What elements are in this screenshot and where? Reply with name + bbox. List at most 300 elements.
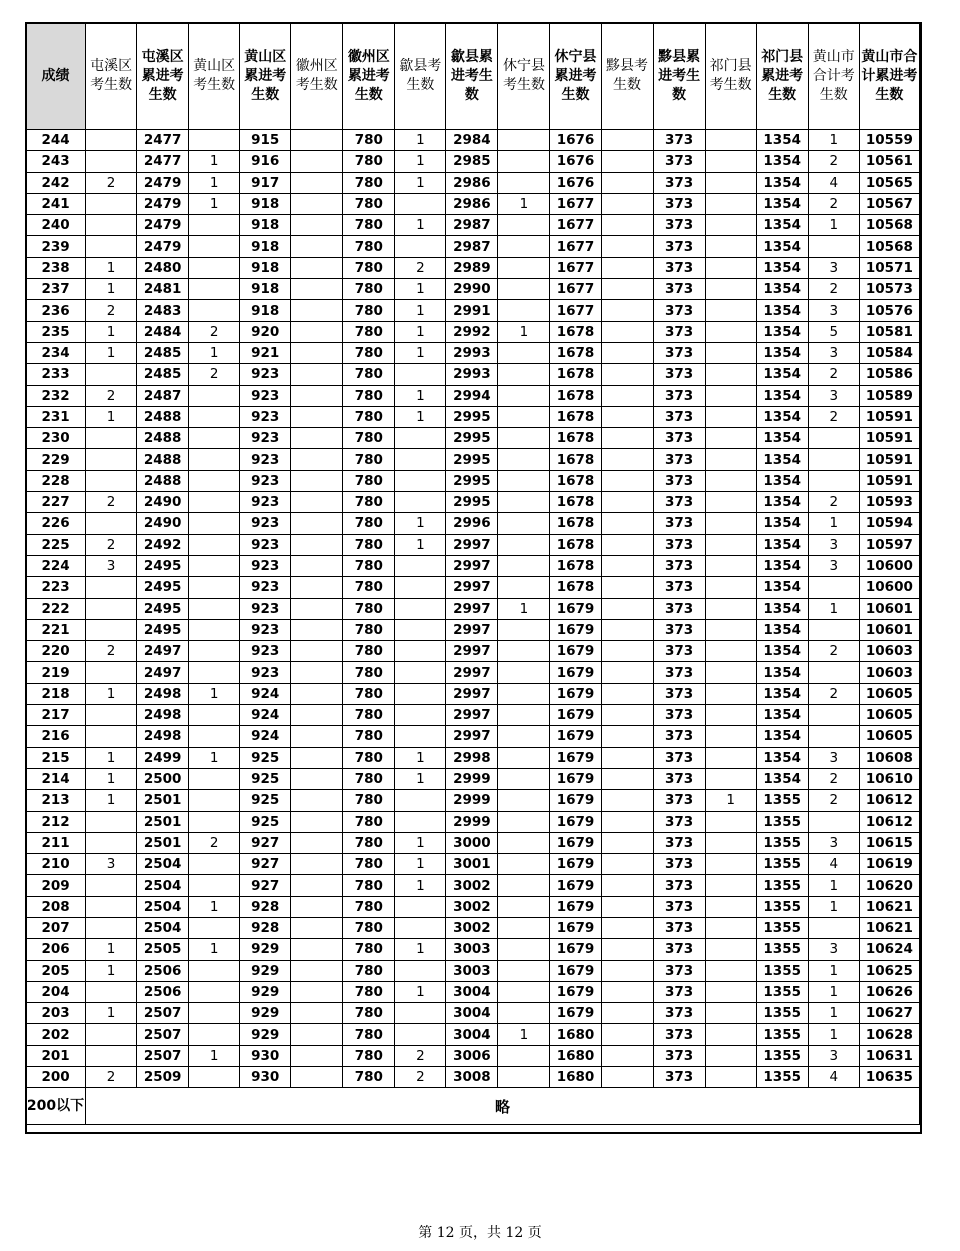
table-cell: 10565 [859,172,919,193]
table-cell: 1 [808,598,859,619]
table-row [26,321,920,342]
table-cell [601,321,653,342]
table-cell: 1679 [550,747,601,768]
table-cell: 780 [343,236,395,257]
table-cell: 927 [240,854,291,875]
score-cell: 244 [26,130,86,151]
table-cell: 2498 [137,726,189,747]
table-cell: 373 [653,875,705,896]
table-cell [86,1045,137,1066]
table-cell: 2498 [137,705,189,726]
table-row [26,726,920,747]
table-cell [395,492,446,513]
table-cell: 1354 [756,406,808,427]
table-cell [498,172,550,193]
table-cell [291,917,343,938]
table-cell [498,960,550,981]
table-body [26,130,920,1088]
table-cell [705,364,756,385]
table-cell: 1355 [756,1045,808,1066]
table-cell: 10561 [859,151,919,172]
table-cell: 2998 [446,747,498,768]
table-cell: 1354 [756,300,808,321]
table-cell: 780 [343,513,395,534]
column-header: 歙县考生数 [395,23,446,130]
table-cell: 3 [808,257,859,278]
table-cell: 1678 [550,321,601,342]
table-row [26,364,920,385]
table-cell [86,726,137,747]
table-cell: 923 [240,470,291,491]
table-row [26,619,920,640]
table-cell [189,811,240,832]
table-cell [601,193,653,214]
table-cell: 1 [395,130,446,151]
table-cell: 1678 [550,577,601,598]
table-cell [705,151,756,172]
table-cell [601,619,653,640]
table-cell: 1678 [550,406,601,427]
table-cell: 929 [240,939,291,960]
table-cell [498,683,550,704]
table-cell: 2500 [137,768,189,789]
table-row [26,790,920,811]
score-cell: 207 [26,917,86,938]
column-header: 屯溪区考生数 [86,23,137,130]
table-cell: 780 [343,896,395,917]
table-cell [705,577,756,598]
table-cell: 373 [653,215,705,236]
table-cell [601,1003,653,1024]
table-cell [498,1045,550,1066]
table-cell: 918 [240,257,291,278]
table-cell: 1354 [756,236,808,257]
table-row [26,257,920,278]
table-cell [601,705,653,726]
table-cell: 929 [240,1003,291,1024]
table-cell: 2495 [137,619,189,640]
table-cell: 2487 [137,385,189,406]
table-cell [189,768,240,789]
table-cell: 2507 [137,1003,189,1024]
score-cell: 203 [26,1003,86,1024]
table-cell: 373 [653,428,705,449]
table-cell: 1 [189,1045,240,1066]
table-cell: 373 [653,406,705,427]
table-cell: 1355 [756,1067,808,1088]
table-cell [86,513,137,534]
table-cell: 780 [343,1045,395,1066]
table-cell [189,492,240,513]
table-cell [601,172,653,193]
table-cell [291,790,343,811]
table-cell: 2 [86,172,137,193]
table-cell [189,917,240,938]
table-cell: 916 [240,151,291,172]
table-cell: 2984 [446,130,498,151]
score-cell: 220 [26,641,86,662]
table-cell [498,342,550,363]
table-cell [705,513,756,534]
table-cell [601,406,653,427]
table-cell [498,470,550,491]
table-cell: 780 [343,364,395,385]
table-cell: 10593 [859,492,919,513]
table-cell: 10559 [859,130,919,151]
table-cell: 373 [653,193,705,214]
table-cell: 10600 [859,555,919,576]
table-cell: 2509 [137,1067,189,1088]
score-cell: 237 [26,279,86,300]
table-cell: 1 [395,747,446,768]
table-cell: 1 [86,279,137,300]
table-cell [808,662,859,683]
table-cell: 780 [343,215,395,236]
table-cell: 2 [808,151,859,172]
table-cell: 2999 [446,811,498,832]
table-cell: 923 [240,449,291,470]
table-cell: 1354 [756,364,808,385]
table-cell: 2995 [446,470,498,491]
table-cell: 373 [653,449,705,470]
tail-row-label: 200以下 [26,1088,86,1125]
table-cell [291,705,343,726]
table-cell: 2479 [137,193,189,214]
table-cell: 10603 [859,641,919,662]
table-cell: 1 [395,513,446,534]
table-cell: 10571 [859,257,919,278]
table-cell: 1354 [756,279,808,300]
table-cell [395,619,446,640]
table-cell: 3 [808,342,859,363]
table-cell: 373 [653,470,705,491]
table-row [26,960,920,981]
table-cell [705,1024,756,1045]
table-cell [189,513,240,534]
table-cell: 2985 [446,151,498,172]
table-cell: 1676 [550,172,601,193]
table-cell: 1354 [756,768,808,789]
table-cell: 2997 [446,662,498,683]
table-cell [395,470,446,491]
table-cell: 1355 [756,832,808,853]
table-cell: 2994 [446,385,498,406]
table-cell: 373 [653,130,705,151]
table-cell [808,428,859,449]
table-cell [395,896,446,917]
table-cell [601,747,653,768]
table-cell [291,130,343,151]
table-cell: 780 [343,854,395,875]
table-cell [395,705,446,726]
table-cell [291,279,343,300]
table-cell [705,470,756,491]
table-cell [291,981,343,1002]
table-cell [395,726,446,747]
table-cell: 1354 [756,619,808,640]
table-cell: 2995 [446,449,498,470]
table-cell: 10626 [859,981,919,1002]
table-cell [291,1045,343,1066]
table-cell: 780 [343,598,395,619]
table-cell [395,1024,446,1045]
table-cell [86,364,137,385]
table-cell: 3003 [446,939,498,960]
table-cell [705,832,756,853]
table-cell [291,534,343,555]
table-cell [601,832,653,853]
table-cell: 2993 [446,342,498,363]
table-cell [601,790,653,811]
table-cell: 2 [189,364,240,385]
column-header: 屯溪区累进考生数 [137,23,189,130]
table-cell [189,406,240,427]
table-cell: 10591 [859,406,919,427]
table-cell [291,811,343,832]
table-cell: 3 [86,555,137,576]
table-cell [395,236,446,257]
table-cell [705,1003,756,1024]
score-cell: 236 [26,300,86,321]
score-cell: 233 [26,364,86,385]
table-row [26,492,920,513]
table-cell: 1355 [756,939,808,960]
table-row [26,1067,920,1088]
table-cell [189,641,240,662]
table-cell [808,236,859,257]
score-cell: 215 [26,747,86,768]
table-cell: 780 [343,428,395,449]
table-cell: 921 [240,342,291,363]
table-cell [189,428,240,449]
table-cell [705,279,756,300]
table-cell: 1 [498,598,550,619]
table-cell: 1 [395,534,446,555]
table-cell: 373 [653,534,705,555]
table-cell: 10591 [859,470,919,491]
table-cell [189,960,240,981]
table-cell [395,598,446,619]
table-cell [705,428,756,449]
table-cell [498,875,550,896]
table-cell: 1354 [756,342,808,363]
score-cell: 208 [26,896,86,917]
table-cell: 929 [240,960,291,981]
table-row [26,130,920,151]
table-cell: 10610 [859,768,919,789]
table-cell: 373 [653,1024,705,1045]
table-cell [601,236,653,257]
table-cell: 2483 [137,300,189,321]
table-cell: 1 [808,513,859,534]
table-cell: 3001 [446,854,498,875]
table-cell [498,896,550,917]
table-cell: 1 [808,981,859,1002]
table-cell [705,236,756,257]
table-cell: 1 [808,1003,859,1024]
table-cell [395,577,446,598]
table-cell: 2997 [446,598,498,619]
table-cell [189,236,240,257]
table-cell [705,854,756,875]
table-cell: 10621 [859,917,919,938]
table-cell: 3004 [446,981,498,1002]
table-cell: 10597 [859,534,919,555]
table-cell: 10624 [859,939,919,960]
table-cell: 2504 [137,854,189,875]
table-cell: 923 [240,555,291,576]
table-cell: 4 [808,172,859,193]
table-cell: 1354 [756,747,808,768]
table-cell [291,257,343,278]
table-cell [498,385,550,406]
table-cell: 2 [86,492,137,513]
table-cell [498,662,550,683]
table-cell: 1 [808,1024,859,1045]
table-cell: 373 [653,832,705,853]
table-cell [86,917,137,938]
table-cell [498,1067,550,1088]
table-cell: 1679 [550,683,601,704]
table-cell [86,619,137,640]
table-cell: 928 [240,896,291,917]
table-cell: 373 [653,768,705,789]
table-cell: 1355 [756,1024,808,1045]
table-cell [291,342,343,363]
table-cell: 780 [343,832,395,853]
table-cell: 2997 [446,555,498,576]
table-cell: 780 [343,449,395,470]
table-cell: 373 [653,896,705,917]
table-cell: 780 [343,811,395,832]
table-row [26,300,920,321]
table-cell: 1679 [550,875,601,896]
table-cell [808,619,859,640]
table-cell: 2495 [137,555,189,576]
table-cell: 2488 [137,449,189,470]
table-cell: 3 [808,832,859,853]
table-cell: 2987 [446,236,498,257]
table-cell: 1678 [550,555,601,576]
table-cell [498,300,550,321]
table-cell: 373 [653,619,705,640]
table-cell: 780 [343,917,395,938]
table-cell: 1 [189,151,240,172]
table-cell: 923 [240,364,291,385]
table-cell [86,598,137,619]
table-cell: 2504 [137,896,189,917]
table-cell: 920 [240,321,291,342]
table-row [26,151,920,172]
table-cell: 2 [808,364,859,385]
score-cell: 223 [26,577,86,598]
table-cell: 780 [343,151,395,172]
table-cell: 10608 [859,747,919,768]
table-cell [705,215,756,236]
table-cell: 2501 [137,832,189,853]
table-cell: 2507 [137,1024,189,1045]
table-cell: 3 [808,747,859,768]
table-cell: 2485 [137,342,189,363]
table-cell [291,747,343,768]
table-cell: 10568 [859,215,919,236]
table-cell: 1679 [550,662,601,683]
table-cell [705,130,756,151]
table-cell: 1677 [550,279,601,300]
table-cell: 2495 [137,598,189,619]
table-cell [291,449,343,470]
table-cell: 1354 [756,705,808,726]
table-cell: 1 [86,747,137,768]
table-cell [601,342,653,363]
table-cell [86,236,137,257]
table-cell [705,683,756,704]
table-cell: 923 [240,598,291,619]
table-cell [291,215,343,236]
table-cell: 373 [653,1003,705,1024]
table-cell: 925 [240,790,291,811]
table-cell: 3002 [446,875,498,896]
table-cell [395,917,446,938]
table-cell [601,917,653,938]
table-cell: 780 [343,534,395,555]
table-cell: 924 [240,705,291,726]
table-cell [705,193,756,214]
table-cell: 2 [808,492,859,513]
score-cell: 213 [26,790,86,811]
table-cell: 10612 [859,790,919,811]
table-cell [601,662,653,683]
table-cell [498,279,550,300]
table-cell: 10625 [859,960,919,981]
table-cell: 2 [189,832,240,853]
table-row [26,342,920,363]
table-cell: 930 [240,1045,291,1066]
score-cell: 218 [26,683,86,704]
table-cell: 373 [653,555,705,576]
table-cell: 1354 [756,257,808,278]
table-cell: 373 [653,960,705,981]
table-cell [291,896,343,917]
table-cell: 1 [395,172,446,193]
table-cell: 1679 [550,705,601,726]
table-header-row [26,23,920,130]
table-cell: 10612 [859,811,919,832]
table-cell: 1 [395,215,446,236]
table-cell [601,428,653,449]
table-row [26,641,920,662]
table-cell [705,492,756,513]
table-cell [395,193,446,214]
table-cell: 2504 [137,917,189,938]
table-cell: 1355 [756,1003,808,1024]
table-cell: 1679 [550,896,601,917]
table-cell [86,193,137,214]
table-cell: 1 [498,321,550,342]
table-cell [291,428,343,449]
table-cell [601,1067,653,1088]
table-cell [808,726,859,747]
table-cell: 780 [343,470,395,491]
table-cell: 923 [240,662,291,683]
column-header: 黄山市合计累进考生数 [859,23,919,130]
table-cell: 1354 [756,641,808,662]
column-header: 黄山市合计考生数 [808,23,859,130]
table-cell [498,151,550,172]
table-cell: 780 [343,492,395,513]
table-cell: 3008 [446,1067,498,1088]
table-cell [498,534,550,555]
